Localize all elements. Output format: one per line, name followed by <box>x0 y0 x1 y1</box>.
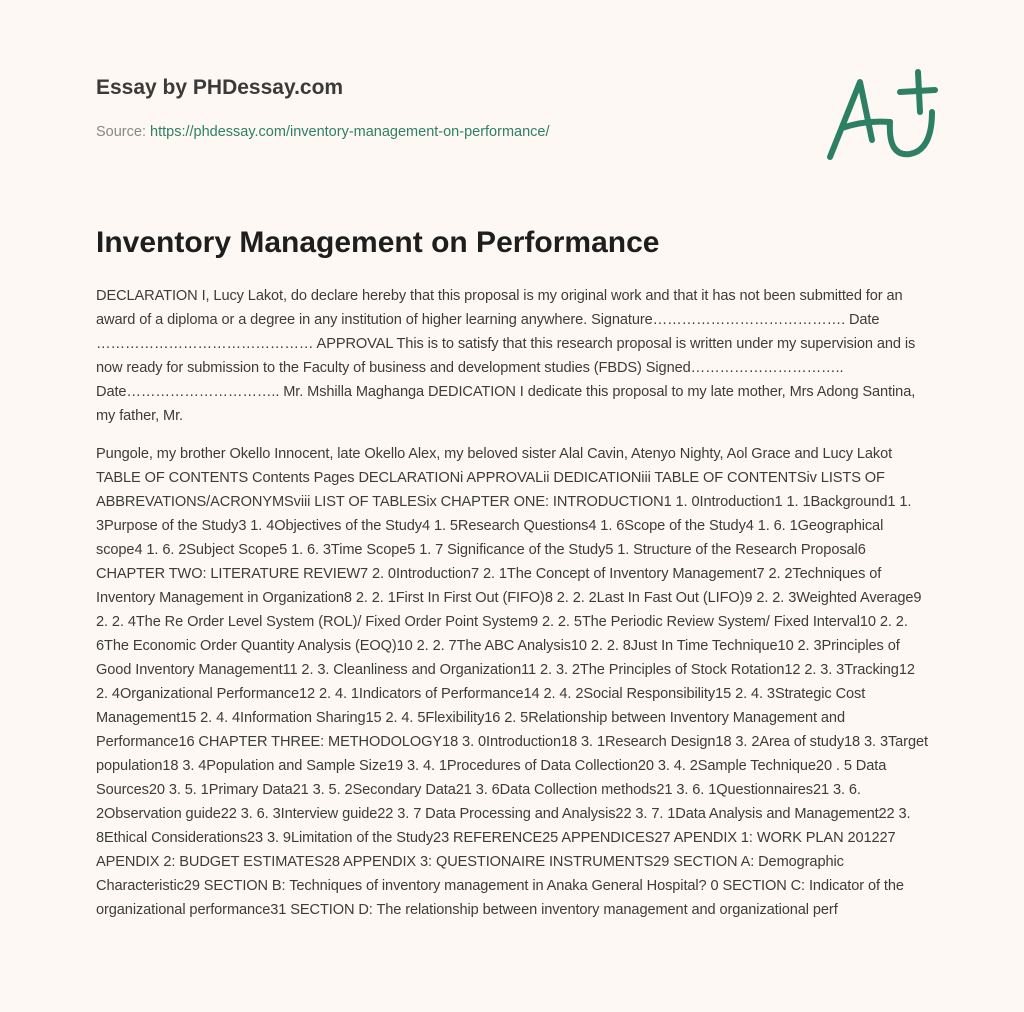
source-label: Source: <box>96 124 146 140</box>
source-link[interactable]: https://phdessay.com/inventory-management-on-performance/ <box>150 124 550 140</box>
page-title: Inventory Management on Performance <box>96 226 660 259</box>
essay-body <box>96 284 930 936</box>
source-line <box>96 124 550 140</box>
a-plus-logo-icon <box>820 62 940 172</box>
essay-paragraph: Pungole, my brother Okello Innocent, late Okello Alex, my beloved sister Alal Cavin, Atenyo Nighty, Aol Grace and Lucy Lakot TABLE OF CONTENTS Contents Pages DECLARATIONi APPROVALii DEDICATIONiii TABLE OF CONTENTSiv LISTS OF ABBREVATIONS/ACRONYMSviii LIST OF TABLESix CHAPTER ONE: INTRODUCTION1 1. 0Introduction1 1. 1Background1 1. 3Purpose of the Study3 1. 4Objectives of the Study4 1. 5Research Questions4 1. 6Scope of the Study4 1. 6. 1Geographical scope4 1. 6. 2Subject Scope5 1. 6. 3Time Scope5 1. 7 Significance of the Study5 1. Structure of the Research Proposal6 CHAPTER TWO: LITERATURE REVIEW7 2. 0Introduction7 2. 1The Concept of Inventory Management7 2. 2Techniques of Inventory Management in Organization8 2. 2. 1First In First Out (FIFO)8 2. 2. 2Last In Fast Out (LIFO)9 2. 2. 3Weighted Average9 2. 2. 4The Re Order Level System (ROL)/ Fixed Order Point System9 2. 2. 5The Periodic Review System/ Fixed Interval10 2. 2. 6The Economic Order Quantity Analysis (EOQ)10 2. 2. 7The ABC Analysis10 2. 2. 8Just In Time Technique10 2. 3Principles of Good Inventory Management11 2. 3. Cleanliness and Organization11 2. 3. 2The Principles of Stock Rotation12 2. 3. 3Tracking12 2. 4Organizational Performance12 2. 4. 1Indicators of Performance14 2. 4. 2Social Responsibility15 2. 4. 3Strategic Cost Management15 2. 4. 4Information Sharing15 2. 4. 5Flexibility16 2. 5Relationship between Inventory Management and Performance16 CHAPTER THREE: METHODOLOGY18 3. 0Introduction18 3. 1Research Design18 3. 2Area of study18 3. 3Target population18 3. 4Population and Sample Size19 3. 4. 1Procedures of Data Collection20 3. 4. 2Sample Technique20 . 5 Data Sources20 3. 5. 1Primary Data21 3. 5. 2Secondary Data21 3. 6Data Collection methods21 3. 6. 1Questionnaires21 3. 6. 2Observation guide22 3. 6. 3Interview guide22 3. 7 Data Processing and Analysis22 3. 7. 1Data Analysis and Management22 3. 8Ethical Considerations23 3. 9Limitation of the Study23 REFERENCE25 APPENDICES27 APENDIX 1: WORK PLAN 201227 APENDIX 2: BUDGET ESTIMATES28 APPENDIX 3: QUESTIONAIRE INSTRUMENTS29 SECTION A: Demographic Characteristic29 SECTION B: Techniques of inventory management in Anaka General Hospital? 0 SECTION C: Indicator of the organizational performance31 SECTION D: The relationship between inventory management and organizational perf <box>96 446 928 918</box>
site-brand: Essay by PHDessay.com <box>96 76 344 99</box>
essay-paragraph: DECLARATION I, Lucy Lakot, do declare hereby that this proposal is my original work and that it has not been submitted for an award of a diploma or a degree in any institution of higher learning anywhere. Signature…………………………………. Date ……………………………………… APPROVAL This is to satisfy that this research proposal is written under my supervision and is now ready for submission to the Faculty of business and development studies (FBDS) Signed………………………….. Date………………………….. Mr. Mshilla Maghanga DEDICATION I dedicate this proposal to my late mother, Mrs Adong Santina, my father, Mr. <box>96 288 916 424</box>
